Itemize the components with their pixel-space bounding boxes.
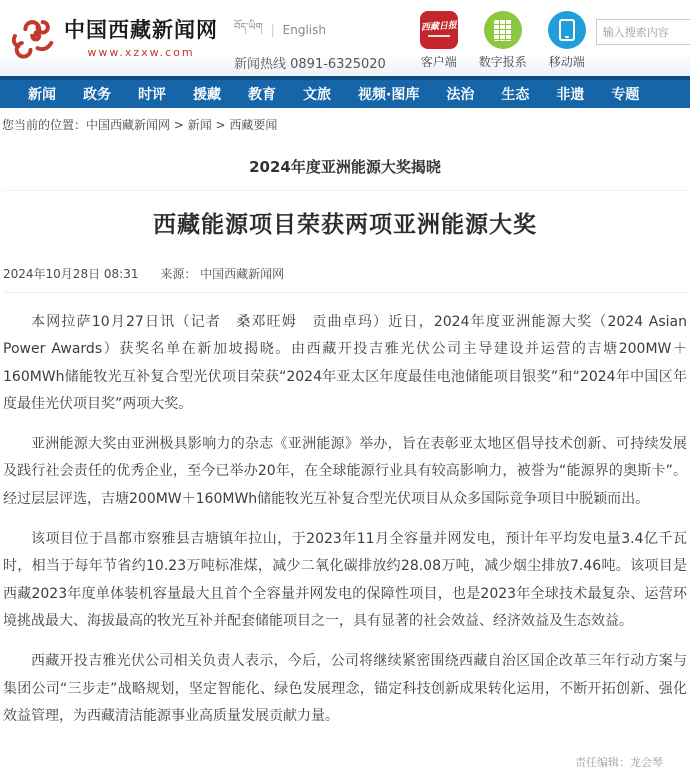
publish-datetime: 2024年10月28日 08:31	[3, 267, 139, 281]
article-source[interactable]: 来源： 中国西藏新闻网	[160, 267, 285, 281]
english-language-link[interactable]: English	[282, 23, 326, 37]
site-header	[0, 0, 690, 76]
app-digital-paper[interactable]	[474, 11, 532, 70]
search-input[interactable]	[596, 19, 690, 45]
mobile-device-icon	[548, 11, 586, 49]
divider-meta	[3, 292, 687, 293]
article-body	[3, 309, 687, 730]
breadcrumb	[0, 108, 690, 139]
app-mobile[interactable]	[538, 11, 596, 70]
article-title: 西藏能源项目荣获两项亚洲能源大奖	[153, 212, 537, 238]
article-meta	[3, 265, 687, 282]
divider-top	[3, 190, 687, 191]
paragraph: 西藏开投吉雅光伏公司相关负责人表示，今后，公司将继续紧密围绕西藏自治区国企改革三年行动方案与集团公司“三步走”战略规划，坚定智能化、绿色发展理念，锚定科技创新成果转化运用，不断开拓创新、强化效益管理，为西藏清洁能源事业高质量发展贡献力量。	[3, 653, 687, 724]
app-mobile-label: 移动端	[548, 55, 585, 69]
app-icon-band	[428, 35, 450, 37]
app-links	[410, 10, 596, 70]
nav-item-heritage[interactable]: 非遗	[556, 87, 585, 103]
tibetan-language-link[interactable]: བོད་ཡིག	[234, 22, 263, 33]
paragraph: 亚洲能源大奖由亚洲极具影响力的杂志《亚洲能源》举办，旨在表彰亚太地区倡导技术创新、可持续发展及践行社会责任的优秀企业，至今已举办20年，在全球能源行业具有较高影响力，被誉为“能源界的奥斯卡”。经过层层评选，吉塘200MW＋160MWh储能牧光互补复合型光伏项目从众多国际竞争项目中脱颖而出。	[3, 436, 687, 507]
news-hotline: 新闻热线 0891-6325020	[234, 57, 386, 72]
newspaper-grid-glyph	[494, 20, 512, 41]
nav-item-video[interactable]: 视频·图库	[358, 87, 420, 103]
article	[0, 156, 690, 770]
site-url: www.xzxw.com	[87, 45, 195, 59]
nav-item-news[interactable]: 新闻	[28, 87, 56, 103]
language-separator: |	[270, 23, 275, 37]
nav-item-comment[interactable]: 时评	[138, 87, 166, 103]
nav-item-aid-tibet[interactable]: 援藏	[193, 87, 221, 103]
app-icon-text: 西藏日报	[420, 20, 458, 33]
breadcrumb-prefix: 您当前的位置：	[2, 118, 87, 132]
nav-item-law[interactable]: 法治	[446, 87, 475, 103]
nav-item-gov[interactable]: 政务	[83, 87, 111, 103]
nav-item-culture[interactable]: 文旅	[303, 87, 331, 103]
app-client[interactable]	[410, 11, 468, 70]
main-nav	[0, 76, 690, 108]
cloud-knot-logo-icon	[8, 10, 60, 62]
tibet-daily-app-icon	[420, 11, 458, 49]
paragraph: 该项目位于昌都市察雅县吉塘镇年拉山，于2023年11月全容量并网发电，预计年平均发电量3.4亿千瓦时，相当于每年节省约10.23万吨标准煤，减少二氧化碳排放约28.08万吨，减少烟尘排放7.46吨。该项目是西藏2023年度单体装机容量最大且首个全容量并网发电的保障性项目，也是2023年全球技术最复杂、运营环境挑战最大、海拔最高的牧光互补并配套储能项目之一，具有显著的社会效益、经济效益及生态效益。	[3, 531, 687, 629]
article-supertitle: 2024年度亚洲能源大奖揭晓	[249, 158, 441, 176]
paragraph: 本网拉萨10月27日讯（记者 桑邓旺姆 贡曲卓玛）近日，2024年度亚洲能源大奖（2024 Asian Power Awards）获奖名单在新加坡揭晓。由西藏开投吉雅光伏公司主导建设并运营的吉塘200MW＋160MWh储能牧光互补复合型光伏项目荣获“2024年亚太区年度最佳电池储能项目银奖”和“2024年中国区年度最佳光伏项目奖”两项大奖。	[3, 314, 687, 412]
site-logo[interactable]	[8, 10, 218, 62]
nav-item-ecology[interactable]: 生态	[501, 87, 530, 103]
tablet-glyph	[559, 19, 575, 41]
language-block	[234, 10, 386, 72]
nav-item-education[interactable]: 教育	[248, 87, 276, 103]
app-digital-paper-label: 数字报系	[478, 55, 527, 69]
site-name: 中国西藏新闻网	[64, 17, 218, 42]
editor-credit: 责任编辑：龙会琴	[575, 756, 663, 770]
digital-paper-icon	[484, 11, 522, 49]
nav-item-special[interactable]: 专题	[611, 87, 640, 103]
app-client-label: 客户端	[420, 55, 457, 69]
breadcrumb-path[interactable]: 中国西藏新闻网 > 新闻 > 西藏要闻	[86, 118, 278, 132]
search-area	[596, 10, 690, 45]
